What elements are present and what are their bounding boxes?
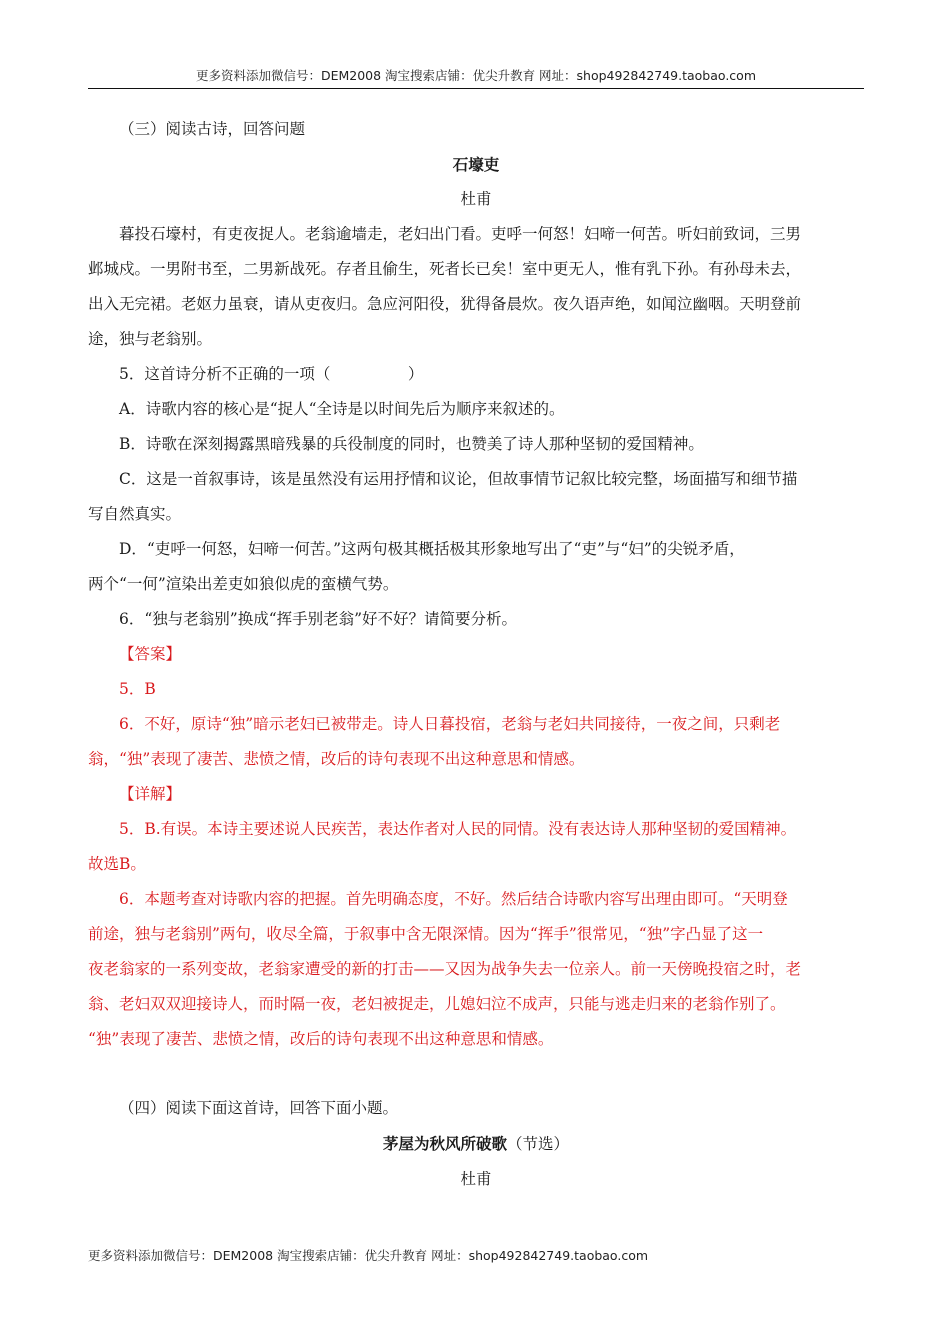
detail-6-line: 夜老翁家的一系列变故，老翁家遭受的新的打击——又因为战争失去一位亲人。前一天傍晚投宿之时，老 bbox=[88, 960, 802, 978]
option-c-continued: 写自然真实。 bbox=[88, 505, 182, 523]
option-d: D．“吏呼一何怒，妇啼一何苦。”这两句极其概括极其形象地写出了“吏”与“妇”的尖锐矛盾， bbox=[119, 540, 745, 558]
option-c: C．这是一首叙事诗，该是虽然没有运用抒情和议论，但故事情节记叙比较完整，场面描写和细节描 bbox=[119, 470, 798, 488]
header-divider bbox=[88, 88, 864, 89]
page-content bbox=[88, 112, 864, 1197]
poem-line: 暮投石壕村，有吏夜捉人。老翁逾墙走，老妇出门看。吏呼一何怒！妇啼一何苦。听妇前致词，三男 bbox=[119, 225, 802, 243]
detail-6-line: “独”表现了凄苦、悲愤之情，改后的诗句表现不出这种意思和情感。 bbox=[88, 1030, 554, 1048]
poem-title: 石壕吏 bbox=[452, 155, 500, 174]
poem-line: 出入无完裙。老妪力虽衰，请从吏夜归。急应河阳役，犹得备晨炊。夜久语声绝，如闻泣幽咽。天明登前 bbox=[88, 295, 802, 313]
answer-5: 5．B bbox=[119, 680, 156, 698]
question-5: 5．这首诗分析不正确的一项（ ） bbox=[119, 365, 424, 383]
option-d-continued: 两个“一何”渲染出差吏如狼似虎的蛮横气势。 bbox=[88, 575, 399, 593]
page-footer: 更多资料添加微信号：DEM2008 淘宝搜索店铺：优尖升教育 网址：shop492842749.taobao.com bbox=[88, 1248, 649, 1263]
poem2-title-note: （节选） bbox=[507, 1135, 570, 1153]
detail-6-line: 前途，独与老翁别”两句，收尽全篇，于叙事中含无限深情。因为“挥手”很常见，“独”字凸显了这一 bbox=[88, 925, 764, 943]
section3-heading: （三）阅读古诗，回答问题 bbox=[119, 120, 306, 138]
section-spacer bbox=[88, 1057, 864, 1091]
section4-heading: （四）阅读下面这首诗，回答下面小题。 bbox=[119, 1099, 399, 1117]
poem-author: 杜甫 bbox=[460, 190, 492, 208]
poem2-author: 杜甫 bbox=[460, 1170, 492, 1188]
answer-tag: 【答案】 bbox=[119, 645, 182, 663]
detail-tag: 【详解】 bbox=[119, 785, 182, 803]
poem2-title-line bbox=[88, 1126, 864, 1162]
poem-line: 邺城戍。一男附书至，二男新战死。存者且偷生，死者长已矣！室中更无人，惟有乳下孙。有孙母未去， bbox=[88, 260, 802, 278]
detail-5-continued: 故选B。 bbox=[88, 855, 146, 873]
page-header: 更多资料添加微信号：DEM2008 淘宝搜索店铺：优尖升教育 网址：shop492842749.taobao.com bbox=[195, 68, 757, 83]
question-6: 6．“独与老翁别”换成“挥手别老翁”好不好？请简要分析。 bbox=[119, 610, 518, 628]
poem2-title: 茅屋为秋风所破歌 bbox=[382, 1134, 507, 1153]
answer-6-continued: 翁，“独”表现了凄苦、悲愤之情，改后的诗句表现不出这种意思和情感。 bbox=[88, 750, 585, 768]
option-b: B．诗歌在深刻揭露黑暗残暴的兵役制度的同时，也赞美了诗人那种坚韧的爱国精神。 bbox=[119, 435, 704, 453]
option-a: A．诗歌内容的核心是“捉人“全诗是以时间先后为顺序来叙述的。 bbox=[119, 400, 565, 418]
poem-line: 途，独与老翁别。 bbox=[88, 330, 213, 348]
detail-6: 6．本题考查对诗歌内容的把握。首先明确态度，不好。然后结合诗歌内容写出理由即可。“天明登 bbox=[119, 890, 788, 908]
answer-6: 6．不好，原诗“独”暗示老妇已被带走。诗人日暮投宿，老翁与老妇共同接待，一夜之间，只剩老 bbox=[119, 715, 781, 733]
detail-5: 5．B.有误。本诗主要述说人民疾苦，表达作者对人民的同情。没有表达诗人那种坚韧的爱国精神。 bbox=[119, 820, 797, 838]
detail-6-line: 翁、老妇双双迎接诗人，而时隔一夜，老妇被捉走，儿媳妇泣不成声，只能与逃走归来的老翁作别了。 bbox=[88, 995, 786, 1013]
